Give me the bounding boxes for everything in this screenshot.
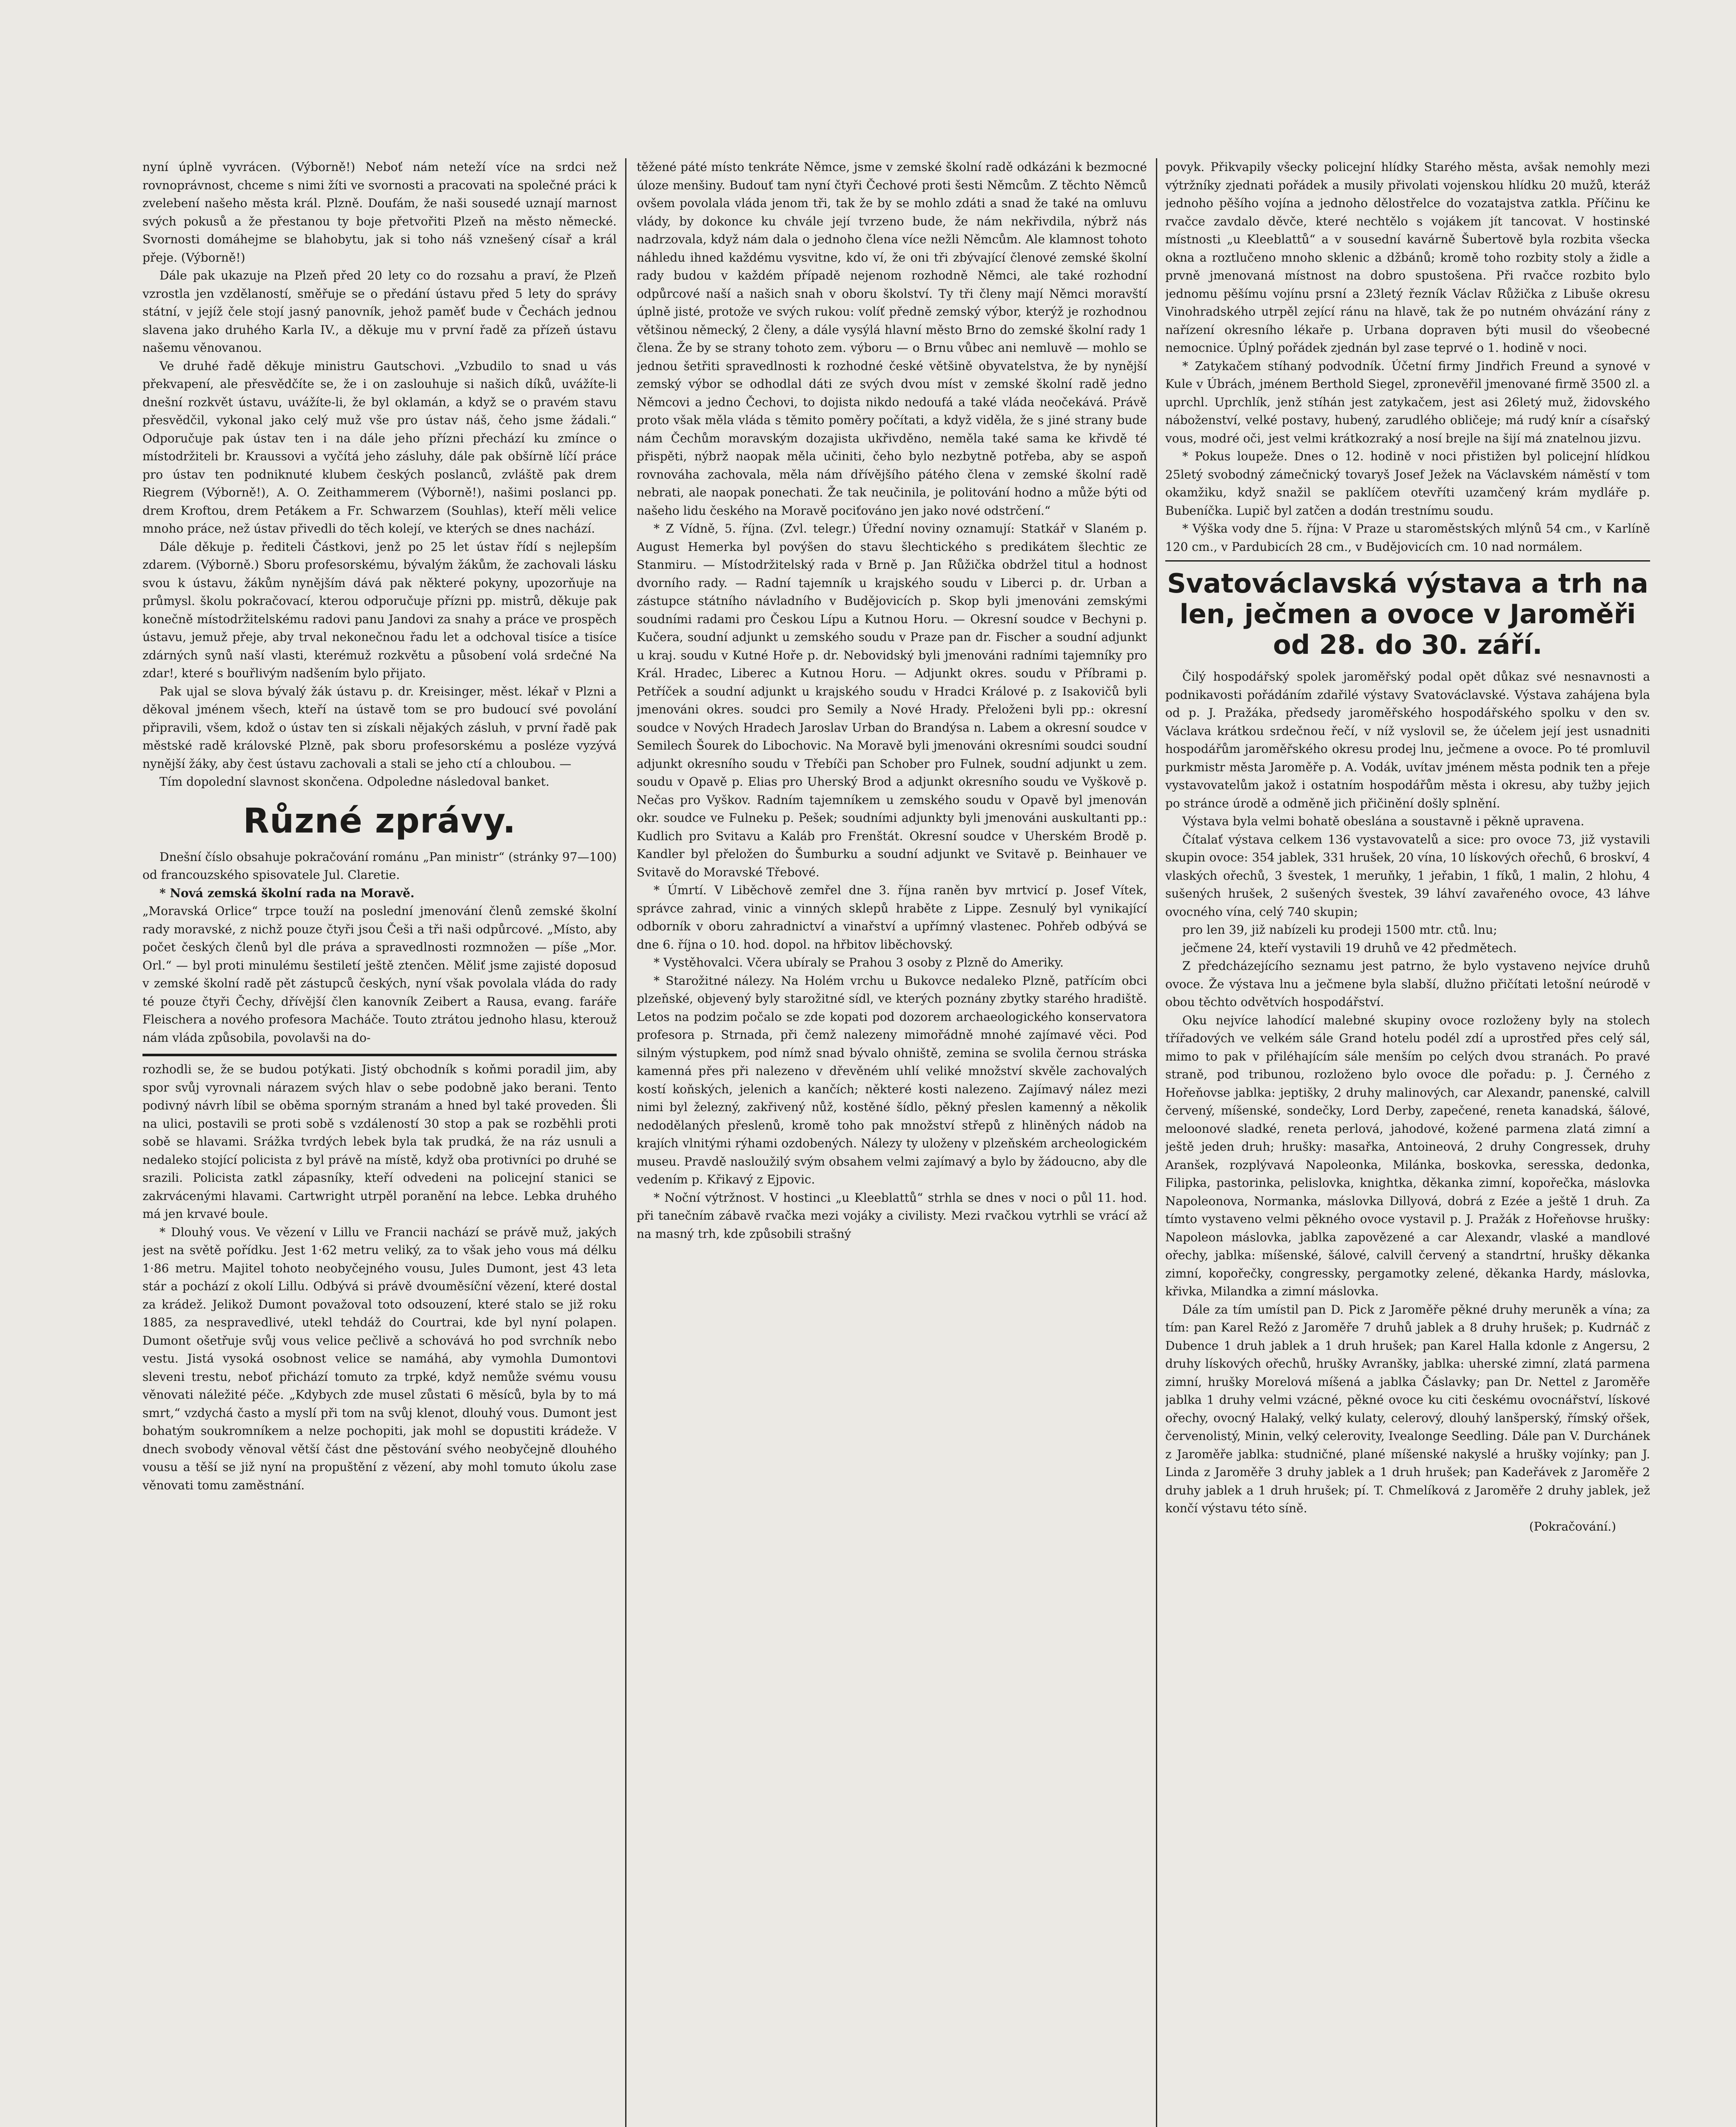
- paragraph: * Pokus loupeže. Dnes o 12. hodině v noci přistižen byl policejní hlídkou 25letý svobodný zámečnický tovaryš Josef Ježek na Václavském náměstí v tom okamžiku, když snažil se paklíčem otevříti uzamčený krám mydláře p. Bubeníčka. Lupič byl zatčen a dodán trestnímu soudu.: [1165, 449, 1650, 518]
- exhibit-title-line: od 28. do 30. září.: [1273, 629, 1542, 660]
- exhibit-title-line: Svatováclavská výstava a trh na: [1167, 568, 1648, 599]
- column-divider: [625, 158, 626, 2127]
- novel-note: Dnešní číslo obsahuje pokračování románu „Pan ministr“ (stránky 97—100) od francouzského spisovatele Jul. Claretie.: [142, 850, 617, 882]
- paragraph: * Vystěhovalci. Včera ubíraly se Prahou 3 osoby z Plzně do Ameriky.: [654, 955, 1064, 969]
- paragraph: Dále děkuje p. řediteli Částkovi, jenž po 25 let ústav řídí s nejlepším zdarem. (Výborně.) Sboru profesorskému, bývalým žákům, že zachovali lásku svou k ústavu, žákům nynějším dává pak některé pokyny, upozorňuje na průmysl. školu pokračovací, kterou odporučuje přízni pp. mistrů, děkuje pak konečně místodržitelskému radovi panu Jandovi za snahy a práce ve prospěch ústavu, jemuž přeje, aby trval nekonečnou řadu let a odchoval tisíce a tisíce zdárných synů naší vlasti, kterémuž rozkvětu a působení volá srdečné Na zdar!, které s bouřlivým nadšením bylo přijato.: [142, 539, 617, 680]
- exhibit-title: [1165, 568, 1650, 660]
- divider: [142, 1054, 617, 1056]
- paragraph: * Zatykačem stíhaný podvodník. Účetní firmy Jindřich Freund a synové v Kule v Úbrách, jménem Berthold Siegel, zpronevěřil jmenované firmě 3500 zl. a uprchl. Uprchlík, jenž stíhán jest zatykačem, jest asi 26letý muž, židovského náboženství, velké postavy, hubený, zarudlého obličeje; má rudý knír a císařský vous, modré oči, jest velmi krátkozraký a nosí brejle na šijí má znatelnou jizvu.: [1165, 359, 1650, 445]
- section-title: Různé zprávy.: [243, 801, 516, 841]
- paragraph: * Noční výtržnost. V hostinci „u Kleeblattů“ strhla se dnes v noci o půl 11. hod. při tanečním zábavě rvačka mezi vojáky a civilisty. Mezi rvačkou vytrhli se vrácí až na masný trh, kde způsobili strašný: [637, 1190, 1147, 1241]
- paragraph: * Úmrtí. V Liběchově zemřel dne 3. října raněn byv mrtvicí p. Josef Vítek, správce zahrad, vinic a vinných sklepů hraběte z Lippe. Zesnulý byl vynikající odborník v oboru zahradnictví a vinařství a upřímný vlastenec. Pohřeb odbývá se dne 6. října o 10. hod. dopol. na hřbitov liběchovský.: [637, 883, 1147, 952]
- school-heading: * Nová zemská školní rada na Moravě.: [159, 886, 415, 900]
- divider: [1165, 560, 1650, 562]
- paragraph: Oku nejvíce lahodící malebné skupiny ovoce rozloženy byly na stolech třířadových ve velkém sále Grand hotelu podél zdí a uprostřed přes celý sál, mimo to pak v přiléhajícím sále menším po celých dvou stranách. Po pravé straně, pod tribunou, rozloženo bylo ovoce dle pořadu: p. J. Černého z Hořeňovse jablka: jeptišky, 2 druhy malinových, car Alexandr, panenské, calvill červený, míšenské, sondečky, Lord Derby, zapečené, reneta kanadská, šálové, meloonové sladké, reneta perlová, jahodové, kožené parmena zlatá zimní a ještě jeden druh; hrušky: masařka, Antoineová, 2 druhy Congressek, druhy Aranšek, rozplývavá Napoleonka, Milánka, boskovka, seresska, dedonka, Filipka, pastorinka, pelislovka, knightka, děkanka zimní, kopořečka, máslovka Napoleonova, Normanka, máslovka Dillyová, dobrá z Ezée a ještě 1 druh. Za tímto vystaveno velmi pěkného ovoce vystavil p. J. Pražák z Hořeňovse hrušky: Napoleon máslovka, jablka zapovězené a car Alexandr, vlaské a mandlové ořechy, jablka: míšenské, šálové, calvill červený a standrtní, hrušky děkanka zimní, kopořečky, congressky, pergamotky zelené, děkanka Hardy, máslovka, křivka, Milandka a zimní máslovka.: [1165, 1013, 1650, 1298]
- paragraph: * Výška vody dne 5. října: V Praze u staroměstských mlýnů 54 cm., v Karlíně 120 cm., v Pardubicích 28 cm., v Budějovicích cm. 10 nad normálem.: [1165, 522, 1650, 554]
- paragraph: pro len 39, již nabízeli ku prodeji 1500 mtr. ctů. lnu;: [1182, 923, 1497, 937]
- paragraph: Výstava byla velmi bohatě obeslána a soustavně i pěkně upravena.: [1182, 814, 1585, 828]
- column-3: [1165, 158, 1650, 2127]
- paragraph: Čítalať výstava celkem 136 vystavovatelů a sice: pro ovoce 73, již vystavili skupin ovoce: 354 jablek, 331 hrušek, 20 vína, 10 lískových ořechů, 6 broskví, 4 vlaských ořechů, 3 švestek, 1 meruňky, 1 jeřabin, 1 fíků, 1 malin, 2 hlohu, 4 sušených hrušek, 2 sušených švestek, 39 láhví zavařeného ovoce, 43 láhve ovocného vína, celý 740 skupin;: [1165, 832, 1650, 919]
- exhibit-title-line: len, ječmen a ovoce v Jaroměři: [1179, 599, 1636, 630]
- paragraph: ječmene 24, kteří vystavili 19 druhů ve 42 předmětech.: [1182, 941, 1517, 955]
- paragraph: těžené páté místo tenkráte Němce, jsme v zemské školní radě odkázáni k bezmocné úloze menšiny. Budouť tam nyní čtyři Čechové proti šesti Němcům. Z těchto Němců ovšem povolala vláda jenom tři, tak že by se mohlo zdáti a snad že také na omluvu vlády, by dokonce ku chvále její tvrzeno bude, že nám nekřivdila, nýbrž nás nadrzovala, když nám dala o jednoho člena více nežli Němcům. Ale klamnost tohoto náhledu ihned každému vysvitne, kdo ví, že oni tři zbývající členové zemské školní rady budou v každém případě nejenom rozhodně Němci, ale také rozhodní odpůrcové naší a našich snah v oboru školství. Ty tři členy mají Němci moravští úplně jisté, protože ve svých rukou: volíť předně zemský výbor, kterýž je rozhodnou většinou německý, 2 členy, a dále vysýlá hlavní město Brno do zemské školní rady 1 člena. Že by se strany tohoto zem. výboru — o Brnu vůbec ani nemluvě — mohlo se jednou šetřiti spravedlnosti k rozhodné české většině obyvatelstva, že by nynější zemský výbor se odhodlal dáti ze svých dvou míst v zemské školní radě jedno Němcovi a jedno Čechovi, to dojista nikdo nedoufá a také vláda neočekává. Právě proto však měla vláda s těmito poměry počítati, a když viděla, že s jiné strany bude nám Čechům moravským dozajista ukřivděno, neměla také sama ke křivdě té přispěti, nýbrž naopak měla učiniti, čeho bylo nezbytně potřeba, aby se aspoň rovnováha zachovala, měla nám dřívějšího pátého člena v zemské školní radě nebrati, ale naopak ponechati. Že tak neučinila, je politování hodno a může býti od našeho lidu českého na Moravě pociťováno jen jako nové odstrčení.“: [637, 160, 1147, 518]
- paragraph: Dále za tím umístil pan D. Pick z Jaroměře pěkné druhy meruněk a vína; za tím: pan Karel Režó z Jaroměře 7 druhů jablek a 8 druhy hrušek; p. Kudrnáč z Dubence 1 druh jablek a 1 druh hrušek; pan Karel Halla kdonle z Angersu, 2 druhy lískových ořechů, hrušky Avranšky, jablka: uherské zimní, zlatá parmena zimní, hrušky Morelová míšená a jablka Čáslavky; pan Dr. Nettel z Jaroměře jablka 1 druhy velmi vzácné, pěkné ovoce ku citi českému ovocnářství, lískové ořechy, ovocný Halaký, velký kulaty, celerový, dlouhý lanšperský, římský ořšek, červenolistý, Minin, velký celerovity, Ivealonge Seedling. Dále pan V. Durchánek z Jaroměře jablka: studničné, plané míšenské nakyslé a hrušky vojínky; pan J. Linda z Jaroměře 3 druhy jablek a 1 druh hrušek; pan Kadeřávek z Jaroměře 2 druhy jablek a 1 druh hrušek; pí. T. Chmelíková z Jaroměře 2 druhy jablek, jež končí výstavu této síně.: [1165, 1302, 1650, 1515]
- paragraph: * Starožitné nálezy. Na Holém vrchu u Bukovce nedaleko Plzně, patřícím obci plzeňské, objevený byly starožitné sídl, ve kterých poznány zbytky starého hradiště. Letos na podzim počalo se zde kopati pod dozorem archaeologického konservatora profesora p. Strnada, při čemž nalezeny mimořádně mnohé zajímavé věci. Pod silným výstupkem, pod nímž snad bývalo ohniště, zemina se svolila černou stráska kamenná přes při nalezeno v dřevěném uhlí veliké množství skvěle zachovalých kostí koňských, jelenich a kančích; některé kosti nalezeno. Zajímavý nález mezi nimi byl železný, zakřivený nůž, kostěné šídlo, pěkný přeslen kamenný a několik nedodělaných přeslenů, kromě toho pak množství střepů z hliněných nádob na krajích vlnitými rýhami ozdobených. Nálezy ty uloženy v plzeňském archeologickém museu. Pravdě nasloužilý svým obsahem velmi zajímavý a bylo by žádoucno, aby dle vedením p. Křikavý z Ejpovic.: [637, 973, 1147, 1186]
- column-1: [142, 158, 617, 2127]
- paragraph: nyní úplně vyvrácen. (Výborně!) Neboť nám neteží více na srdci než rovnoprávnost, chceme s nimi žíti ve svornosti a pracovati na společné práci k zvelebení našeho města král. Plzně. Doufám, že naši sousedé uznají marnost svých pokusů a že přestanou ty boje přetvořiti Plzeň na město německé. Svornosti domáhejme se blahobytu, jak si toho náš vznešený císař a král přeje. (Výborně!): [142, 160, 617, 265]
- continued-note: (Pokračování.): [1529, 1519, 1616, 1534]
- column-divider: [1156, 158, 1157, 2127]
- column-2: [637, 158, 1147, 2127]
- paragraph: Tím dopolední slavnost skončena. Odpoledne následoval banket.: [159, 775, 549, 789]
- paragraph: Čilý hospodářský spolek jaroměřský podal opět důkaz své nesnavnosti a podnikavosti pořádáním zdařilé výstavy Svatováclavské. Výstava zahájena byla od p. J. Pražáka, předsedy jaroměřského hospodářského spolku v den sv. Václava krátkou srdečnou řečí, v níž vyslovil se, že účelem její jest usnadniti hospodářům jaroměřského okresu prodej lnu, ječmene a ovoce. Po té promluvil purkmistr města Jaroměře p. A. Vodák, uvítav jménem města podnik ten a přeje vystavovatelům jakož i ostatním hospodářům města i okresu, aby tužby jejich po stránce úrodě a odměně jich přičinění došly splnění.: [1165, 670, 1650, 810]
- paragraph: * Z Vídně, 5. října. (Zvl. telegr.) Úřední noviny oznamují: Statkář v Slaném p. August Hemerka byl povýšen do stavu šlechtického s predikátem šlechtic ze Stanmiru. — Místodržitelský rada v Brně p. Jan Růžička obdržel titul a hodnost dvorního rady. — Radní tajemník u krajského soudu v Liberci p. dr. Urban a zástupce státního návladního v Budějovicích p. Skop byli jmenováni zemskými soudními radami pro Českou Lípu a Kutnou Horu. — Okresní soudce v Bechyni p. Kučera, soudní adjunkt u zemského soudu v Praze pan dr. Fischer a soudní adjunkt u kraj. soudu v Kutné Hoře p. dr. Nebovidský byli jmenováni radními tajemníky pro Král. Hradec, Liberec a Kutnou Horu. — Adjunkt okres. soudu v Příbrami p. Petříček a soudní adjunkt u krajského soudu v Hradci Králové p. z Isakovičů byli jmenováni okres. soudci pro Semily a Nové Hrady. Přeloženi byli pp.: okresní soudce v Nových Hradech Jaroslav Urban do Brandýsa n. Labem a okresní soudce v Semilech Šourek do Libochovic. Na Moravě byli jmenováni okresními soudci soudní adjunkt okresního soudu v Třebíči pan Schober pro Fulnek, soudní adjunkt u zem. soudu v Opavě p. Elias pro Uherský Brod a adjunkt okresního soudu ve Vyškově p. Nečas pro Vyškov. Radním tajemníkem u zemského soudu v Opavě byl jmenován okr. soudce ve Fulneku p. Pešek; soudními adjunkty byli jmenováni auskultanti pp.: Kudlich pro Svitavu a Kaláb pro Frenštát. Okresní soudce v Uherském Brodě p. Kandler byl přeložen do Šumburku a soudní adjunkt ve Svitavě p. Beinhauer ve Svitavě do Moravské Třebové.: [637, 522, 1147, 879]
- paragraph: Dále pak ukazuje na Plzeň před 20 lety co do rozsahu a praví, že Plzeň vzrostla jen vzdělaností, směřuje se o předání ústavu před 5 lety do správy státní, v jejíž čele stojí jasný panovník, jehož paměť bude v Čechách jednou slavena jako druhého Karla IV., a děkuje mu v první řadě za přízeň ústavu našemu věnovanou.: [142, 268, 617, 355]
- paragraph: Z předcházejícího seznamu jest patrno, že bylo vystaveno nejvíce druhů ovoce. Že výstava lnu a ječmene byla slabší, dlužno přičítati letošní neúrodě v obou těchto odvětvích hospodářství.: [1165, 959, 1650, 1009]
- paragraph: Pak ujal se slova bývalý žák ústavu p. dr. Kreisinger, měst. lékař v Plzni a děkoval jménem všech, kteří na ústavě tom se pro budoucí své povolání připravili, všem, kdož o ústav ten si získali nějakých zásluh, v první řadě pak městské radě královské Plzně, pak sboru profesorskému a posléze vyzývá nynější žáky, aby čest ústavu zachovali a stali se jeho ctí a chloubou. —: [142, 684, 617, 771]
- paragraph: rozhodli se, že se budou potýkati. Jistý obchodník s koňmi poradil jim, aby spor svůj vyrovnali nárazem svých hlav o sebe podobně jako berani. Tento podivný návrh líbil se oběma sporným stranám a hned byl také proveden. Šli na ulici, postavili se proti sobě s vzdáleností 30 stop a pak se rozběhli proti sobě se hlavami. Srážka tvrdých lebek byla tak prudká, že na ráz usnuli a nedaleko stojící policista z byl právě na místě, když oba protivníci po druhé se srazili. Policista zatkl zápasníky, kteří odvedeni na policejní stanici se zakrvácenými hlavami. Cartwright utrpěl poranění na lebce. Lebka druhého má jen krvavé boule.: [142, 1062, 617, 1221]
- paragraph: Ve druhé řadě děkuje ministru Gautschovi. „Vzbudilo to snad u vás překvapení, ale přesvědčíte se, že i on zaslouhuje si našich díků, uvážíte-li dnešní rozkvět ústavu, uvážíte-li, že byl oklamán, a když se o pravém stavu přesvědčil, vykonal jako celý muž vše pro ústav náš, čeho jsme žádali.“ Odporučuje pak ústav ten i na dále jeho přízni přechází ku zmínce o místodržiteli br. Kraussovi a vyčítá jeho zásluhy, dále pak obšírně líčí práce pro ústav ten podniknuté klubem českých poslanců, zvláště pak drem Riegrem (Výborně!), A. O. Zeithammerem (Výborně!), našimi poslanci pp. drem Kroftou, drem Petákem a Fr. Schwarzem (Souhlas), kteří měli velice mnoho práce, než ústav přivedli do těch kolejí, ve kterých se dnes nachází.: [142, 359, 617, 536]
- paragraph: * Dlouhý vous. Ve vězení v Lillu ve Francii nachází se právě muž, jakých jest na světě pořídku. Jest 1·62 metru veliký, za to však jeho vous má délku 1·86 metru. Majitel tohoto neobyčejného vousu, Jules Dumont, jest 43 leta stár a pochází z okolí Lillu. Odbývá si právě dvouměsíční vězení, které dostal za krádež. Jelikož Dumont považoval toto odsouzení, které stalo se již roku 1885, za nespravedlivé, utekl tehdáž do Courtrai, kde byl nyní polapen. Dumont ošetřuje svůj vous velice pečlivě a schovává ho pod svrchník nebo vestu. Jistá vysoká osobnost velice se namáhá, aby vymohla Dumontovi sleveni trestu, neboť přichází tomuto za trpké, když nemůže svému vousu věnovati náležité péče. „Kdybych zde musel zůstati 6 měsíců, byla by to má smrt,“ vzdychá často a myslí při tom na svůj klenot, dlouhý vous. Dumont jest bohatým soukromníkem a nelze pochopiti, jak mohl se dopustiti krádeže. V dnech svobody věnoval větší část dne pěstování svého neobyčejně dlouhého vousu a těší se již nyní na propuštění z vězení, aby mohl tomuto úkolu zase věnovati tomu zaměstnání.: [142, 1225, 617, 1492]
- paragraph: „Moravská Orlice“ trpce touží na poslední jmenování členů zemské školní rady moravské, z nichž pouze čtyři jsou Češi a tři naši odpůrcové. „Místo, aby počet českých členů byl dle práva a spravedlnosti rozmnožen — píše „Mor. Orl.“ — byl proti minulému šestiletí ještě ztenčen. Měliť jsme zajisté doposud v zemské školní radě pět zástupců českých, nyní však povolala vláda do rady té pouze čtyři Čechy, dřívější člen kanovník Zeibert a Rausa, evang. faráře Fleischera a nového profesora Macháče. Touto ztrátou jednoho hlasu, kterouž nám vláda způsobila, povolavši na do-: [142, 904, 617, 1045]
- paragraph: povyk. Přikvapily všecky policejní hlídky Starého města, avšak nemohly mezi výtržníky zjednati pořádek a musily přivolati vojenskou hlídku 20 mužů, kteráž jednoho pěšího vojína a jednoho dělostřelce do vozatajstva zatkla. Příčinu ke rvačce zavdalo děvče, které nechtělo s vojákem jít tancovat. V hostinské místnosti „u Kleeblattů“ a v sousední kavárně Šubertově byla rozbita všecka okna a roztlučeno mnoho sklenic a džbánů; kromě toho rozbity stoly a židle a prvně jmenovaná místnost na dobro spustošena. Při rvačce rozbito bylo jednomu pěšímu vojínu prsní a 23letý řezník Václav Růžička z Libuše okresu Vinohradského utrpěl zející ránu na hlavě, tak že po nutném ohvázání rány z nařízení okresního lékaře p. Urbana dopraven býti musil do všeobecné nemocnice. Úplný pořádek zjednán byl zase teprvé o 1. hodině v noci.: [1165, 160, 1650, 355]
